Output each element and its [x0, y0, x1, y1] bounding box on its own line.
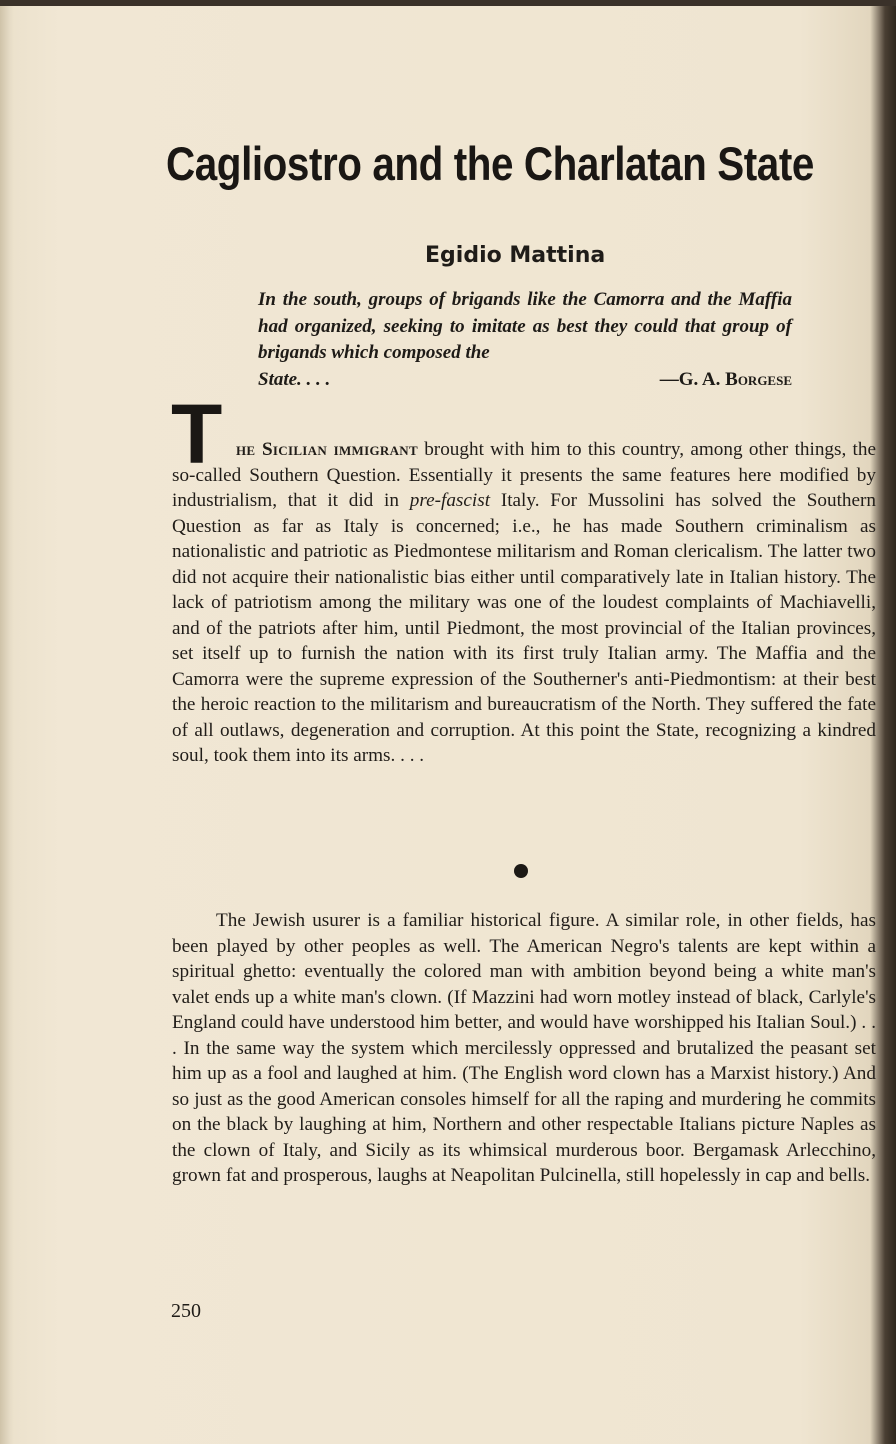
article-title: Cagliostro and the Charlatan State: [166, 137, 814, 190]
epigraph-text: In the south, groups of brigands like the Camorra and the Maffia had organized, seeking to imitate as best they could that group of brigands which composed the: [258, 289, 792, 363]
section-break-bullet: [514, 864, 528, 878]
epigraph-attribution-name: Borgese: [725, 368, 792, 390]
epigraph-attribution: [660, 367, 792, 394]
paragraph-1-lead: he Sicilian immigrant: [236, 439, 418, 460]
page-number: 250: [171, 1300, 201, 1322]
paragraph-1-text-b: Italy. For Mussolini has solved the Southern Question as far as Italy is concerned; i.e., he has made Southern criminalism as nationalistic and patriotic as Piedmontese militarism and Roman clericalism. The latter two did not acquire their nationalistic bias either until comparatively late in Italian history. The lack of patriotism among the military was one of the loudest complaints of Machiavelli, and of the patriots after him, until Piedmont, the most provincial of the Italian provinces, set itself up to furnish the nation with its first truly Italian army. The Maffia and the Camorra were the supreme expression of the Southerner's anti-Piedmontism: at their best the heroic reaction to the militarism and bureaucratism of the North. They suffered the fate of all outlaws, degeneration and corruption. At this point the State, recognizing a kindred soul, took them into its arms. . . .: [172, 490, 877, 766]
epigraph-text-end: State. . . .: [258, 368, 331, 390]
paragraph-1-italic: pre-fascist: [409, 490, 491, 511]
paragraph-1: [172, 437, 876, 769]
article-author: Egidio Mattina: [425, 243, 606, 268]
drop-cap: T: [171, 387, 223, 481]
paragraph-1-text-a: brought with him to this country, among other things, the so-called Southern Question. Essentially it presents the same features here modified by industrialism, that it did in: [172, 439, 876, 511]
epigraph-last-line: [258, 367, 792, 394]
epigraph: [258, 287, 792, 393]
epigraph-attribution-prefix: —G. A.: [659, 368, 721, 390]
book-spine-edge: [0, 0, 10, 1444]
top-edge: [0, 0, 896, 6]
paragraph-2: The Jewish usurer is a familiar historical figure. A similar role, in other fields, has been played by other peoples as well. The American Negro's talents are kept within a spiritual ghetto: eventually the colored man with ambition beyond being a white man's valet ends up a white man's clown. (If Mazzini had worn motley instead of black, Carlyle's England could have understood him better, and would have worshipped his Italian Soul.) . . . In the same way the system which mercilessly oppressed and brutalized the peasant set him up as a fool and laughed at him. (The English word clown has a Marxist history.) And so just as the good American consoles himself for all the raping and murdering he commits on the black by laughing at him, Northern and other respectable Italians picture Naples as the clown of Italy, and Sicily as its whimsical murderous boor. Bergamask Arlecchino, grown fat and prosperous, laughs at Neapolitan Pulcinella, still hopelessly in cap and bells.: [172, 910, 876, 1186]
